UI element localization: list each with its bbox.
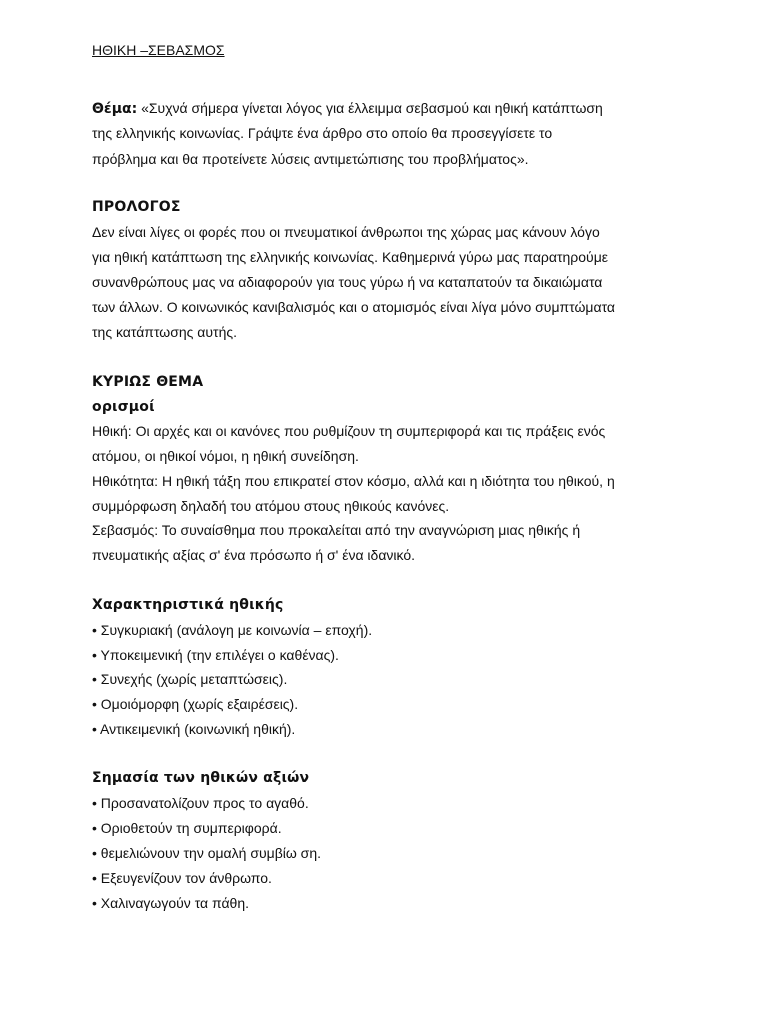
- importance-item: • Οριοθετούν τη συμπεριφορά.: [92, 820, 282, 836]
- characteristics-item: • Ομοιόμορφη (χωρίς εξαιρέσεις).: [92, 696, 299, 712]
- importance-item: • Προσανατολίζουν προς το αγαθό.: [92, 795, 309, 811]
- document-title: ΗΘΙΚΗ –ΣΕΒΑΣΜΟΣ: [92, 42, 225, 58]
- importance-heading: Σημασία των ηθικών αξιών: [92, 770, 310, 786]
- definition-line-3: Ηθικότητα: Η ηθική τάξη που επικρατεί στον κόσμο, αλλά και η ιδιότητα του ηθικού, η: [92, 473, 615, 489]
- prologos-line-3: συνανθρώπους μας να αδιαφορούν για τους γύρω ή να καταπατούν τα δικαιώματα: [92, 274, 603, 290]
- prologos-line-1: Δεν είναι λίγες οι φορές που οι πνευματικοί άνθρωποι της χώρας μας κάνουν λόγο: [92, 224, 600, 240]
- definition-line-5: Σεβασμός: Το συναίσθημα που προκαλείται από την αναγνώριση μιας ηθικής ή: [92, 522, 581, 538]
- prologos-line-2: για ηθική κατάπτωση της ελληνικής κοινωνίας. Καθημερινά γύρω μας παρατηρούμε: [92, 249, 609, 265]
- thema-label: Θέμα:: [92, 101, 138, 117]
- thema-line-1: [92, 99, 603, 118]
- importance-item: • Χαλιναγωγούν τα πάθη.: [92, 895, 250, 911]
- definition-line-2: ατόμου, οι ηθικοί νόμοι, η ηθική συνείδηση.: [92, 448, 359, 464]
- characteristics-heading: Χαρακτηριστικά ηθικής: [92, 597, 284, 613]
- definition-line-6: πνευματικής αξίας σ' ένα πρόσωπο ή σ' ένα ιδανικό.: [92, 547, 416, 563]
- prologos-heading: ΠΡΟΛΟΓΟΣ: [92, 199, 181, 215]
- thema-text-1: «Συχνά σήμερα γίνεται λόγος για έλλειμμα σεβασμού και ηθική κατάπτωση: [137, 100, 603, 116]
- importance-item: • Εξευγενίζουν τον άνθρωπο.: [92, 870, 272, 886]
- importance-item: • θεμελιώνουν την ομαλή συμβίω ση.: [92, 845, 321, 861]
- prologos-line-5: της κατάπτωσης αυτής.: [92, 324, 237, 340]
- definition-line-4: συμμόρφωση δηλαδή του ατόμου στους ηθικούς κανόνες.: [92, 498, 450, 514]
- definition-line-1: Ηθική: Οι αρχές και οι κανόνες που ρυθμίζουν τη συμπεριφορά και τις πράξεις ενός: [92, 423, 606, 439]
- thema-line-3: πρόβλημα και θα προτείνετε λύσεις αντιμετώπισης του προβλήματος».: [92, 151, 529, 167]
- definitions-subheading: ορισμοί: [92, 399, 155, 415]
- characteristics-item: • Συνεχής (χωρίς μεταπτώσεις).: [92, 671, 288, 687]
- kyrios-heading: ΚΥΡΙΩΣ ΘΕΜΑ: [92, 374, 204, 390]
- characteristics-item: • Αντικειμενική (κοινωνική ηθική).: [92, 721, 296, 737]
- characteristics-item: • Υποκειμενική (την επιλέγει ο καθένας).: [92, 647, 339, 663]
- thema-line-2: της ελληνικής κοινωνίας. Γράψτε ένα άρθρο στο οποίο θα προσεγγίσετε το: [92, 125, 553, 141]
- prologos-line-4: των άλλων. Ο κοινωνικός κανιβαλισμός και ο ατομισμός είναι λίγα μόνο συμπτώματα: [92, 299, 616, 315]
- characteristics-item: • Συγκυριακή (ανάλογη με κοινωνία – εποχή).: [92, 622, 373, 638]
